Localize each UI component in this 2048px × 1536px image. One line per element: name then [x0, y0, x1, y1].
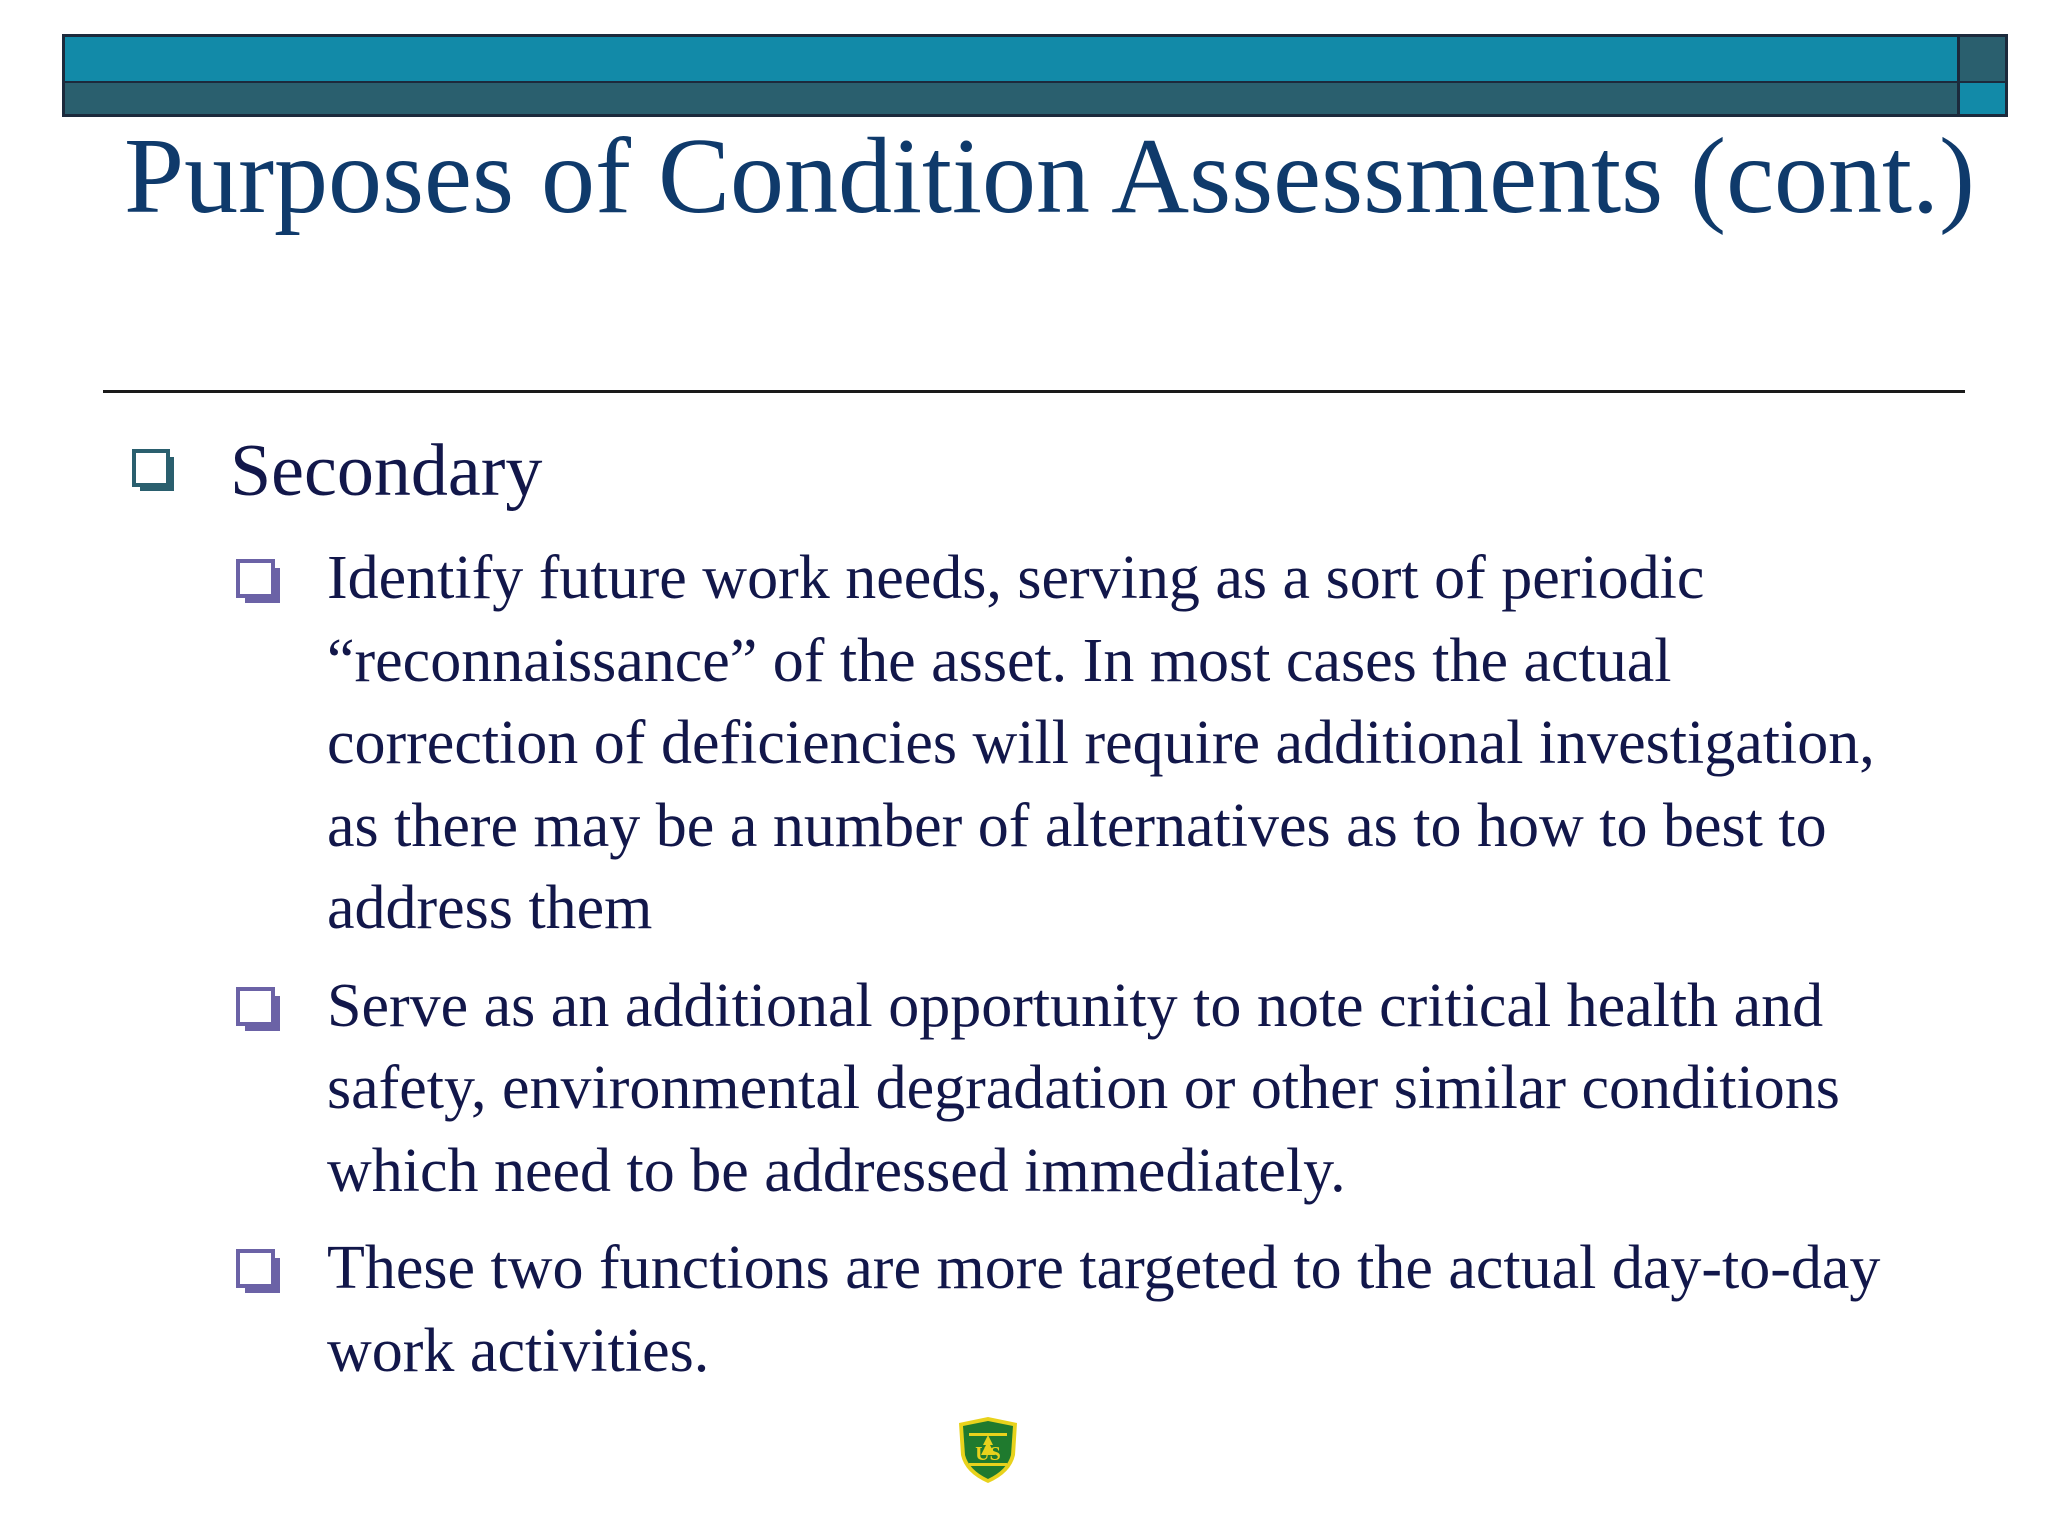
- hollow-square-bullet-icon: [236, 1249, 282, 1295]
- sub-bullet-text: Serve as an additional opportunity to note critical health and safety, environmental degradation or other similar conditions which need to be addressed immediately.: [327, 971, 1840, 1205]
- title-divider: [103, 390, 1965, 393]
- list-item: [234, 1227, 1934, 1392]
- sub-bullet-text: These two functions are more targeted to the actual day-to-day work activities.: [327, 1234, 1881, 1385]
- logo-lettering: US: [975, 1443, 1001, 1465]
- slide-title: Purposes of Condition Assessments (cont.): [124, 117, 1975, 236]
- forest-service-shield-logo: [955, 1415, 1021, 1485]
- sub-bullet-text: Identify future work needs, serving as a sort of periodic “reconnaissance” of the asset. In most cases the actual correction of deficiencies will require additional investigation, as there may be a number of alternatives as to how to best to address them: [327, 544, 1875, 942]
- list-item: [234, 537, 1934, 950]
- header-corner-top: [1960, 34, 2008, 84]
- sub-bullet-list: [234, 537, 1934, 1407]
- hollow-square-bullet-icon: [236, 987, 282, 1033]
- list-item: [234, 965, 1934, 1213]
- hollow-square-bullet-icon: [132, 449, 176, 493]
- level1-bullet-text: Secondary: [230, 430, 543, 512]
- header-band-top: [62, 34, 1960, 84]
- hollow-square-bullet-icon: [236, 559, 282, 605]
